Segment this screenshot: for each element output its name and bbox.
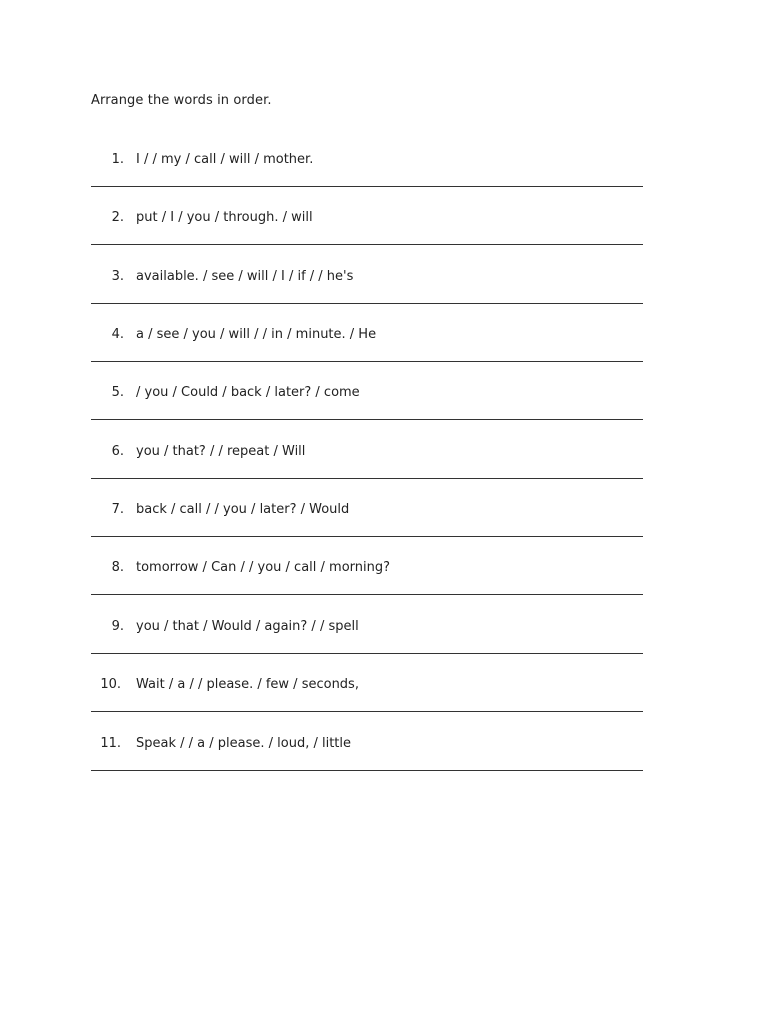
exercise-words: tomorrow / Can / / you / call / morning? — [136, 560, 391, 575]
answer-line[interactable] — [91, 770, 643, 771]
exercise-number: 5. — [111, 385, 124, 400]
exercise-item — [0, 210, 768, 268]
exercise-words: / you / Could / back / later? / come — [136, 385, 360, 400]
exercise-number: 10. — [100, 677, 121, 692]
exercise-item — [0, 619, 768, 677]
exercise-number: 6. — [111, 444, 124, 459]
exercise-words: put / I / you / through. / will — [136, 210, 313, 225]
exercise-number: 11. — [100, 736, 121, 751]
exercise-words: you / that / Would / again? / / spell — [136, 619, 359, 634]
exercise-item — [0, 269, 768, 327]
exercise-number: 8. — [111, 560, 124, 575]
exercise-item — [0, 152, 768, 210]
exercise-words: Wait / a / / please. / few / seconds, — [136, 677, 359, 692]
answer-line[interactable] — [91, 186, 643, 187]
answer-line[interactable] — [91, 536, 643, 537]
exercise-words: available. / see / will / I / if / / he's — [136, 269, 354, 284]
exercise-words: Speak / / a / please. / loud, / little — [136, 736, 352, 751]
answer-line[interactable] — [91, 653, 643, 654]
instruction-text: Arrange the words in order. — [91, 93, 272, 108]
exercise-words: I / / my / call / will / mother. — [136, 152, 314, 167]
exercise-item — [0, 502, 768, 560]
exercise-number: 2. — [111, 210, 124, 225]
exercise-number: 9. — [111, 619, 124, 634]
exercise-number: 7. — [111, 502, 124, 517]
exercise-words: you / that? / / repeat / Will — [136, 444, 306, 459]
answer-line[interactable] — [91, 244, 643, 245]
exercise-number: 3. — [111, 269, 124, 284]
exercise-words: a / see / you / will / / in / minute. / He — [136, 327, 377, 342]
exercise-item — [0, 385, 768, 443]
exercise-item — [0, 736, 768, 794]
exercise-number: 1. — [111, 152, 124, 167]
answer-line[interactable] — [91, 419, 643, 420]
answer-line[interactable] — [91, 478, 643, 479]
exercise-item — [0, 327, 768, 385]
exercise-words: back / call / / you / later? / Would — [136, 502, 350, 517]
exercise-item — [0, 444, 768, 502]
answer-line[interactable] — [91, 361, 643, 362]
answer-line[interactable] — [91, 711, 643, 712]
exercise-number: 4. — [111, 327, 124, 342]
exercise-item — [0, 677, 768, 735]
answer-line[interactable] — [91, 594, 643, 595]
exercise-item — [0, 560, 768, 618]
answer-line[interactable] — [91, 303, 643, 304]
